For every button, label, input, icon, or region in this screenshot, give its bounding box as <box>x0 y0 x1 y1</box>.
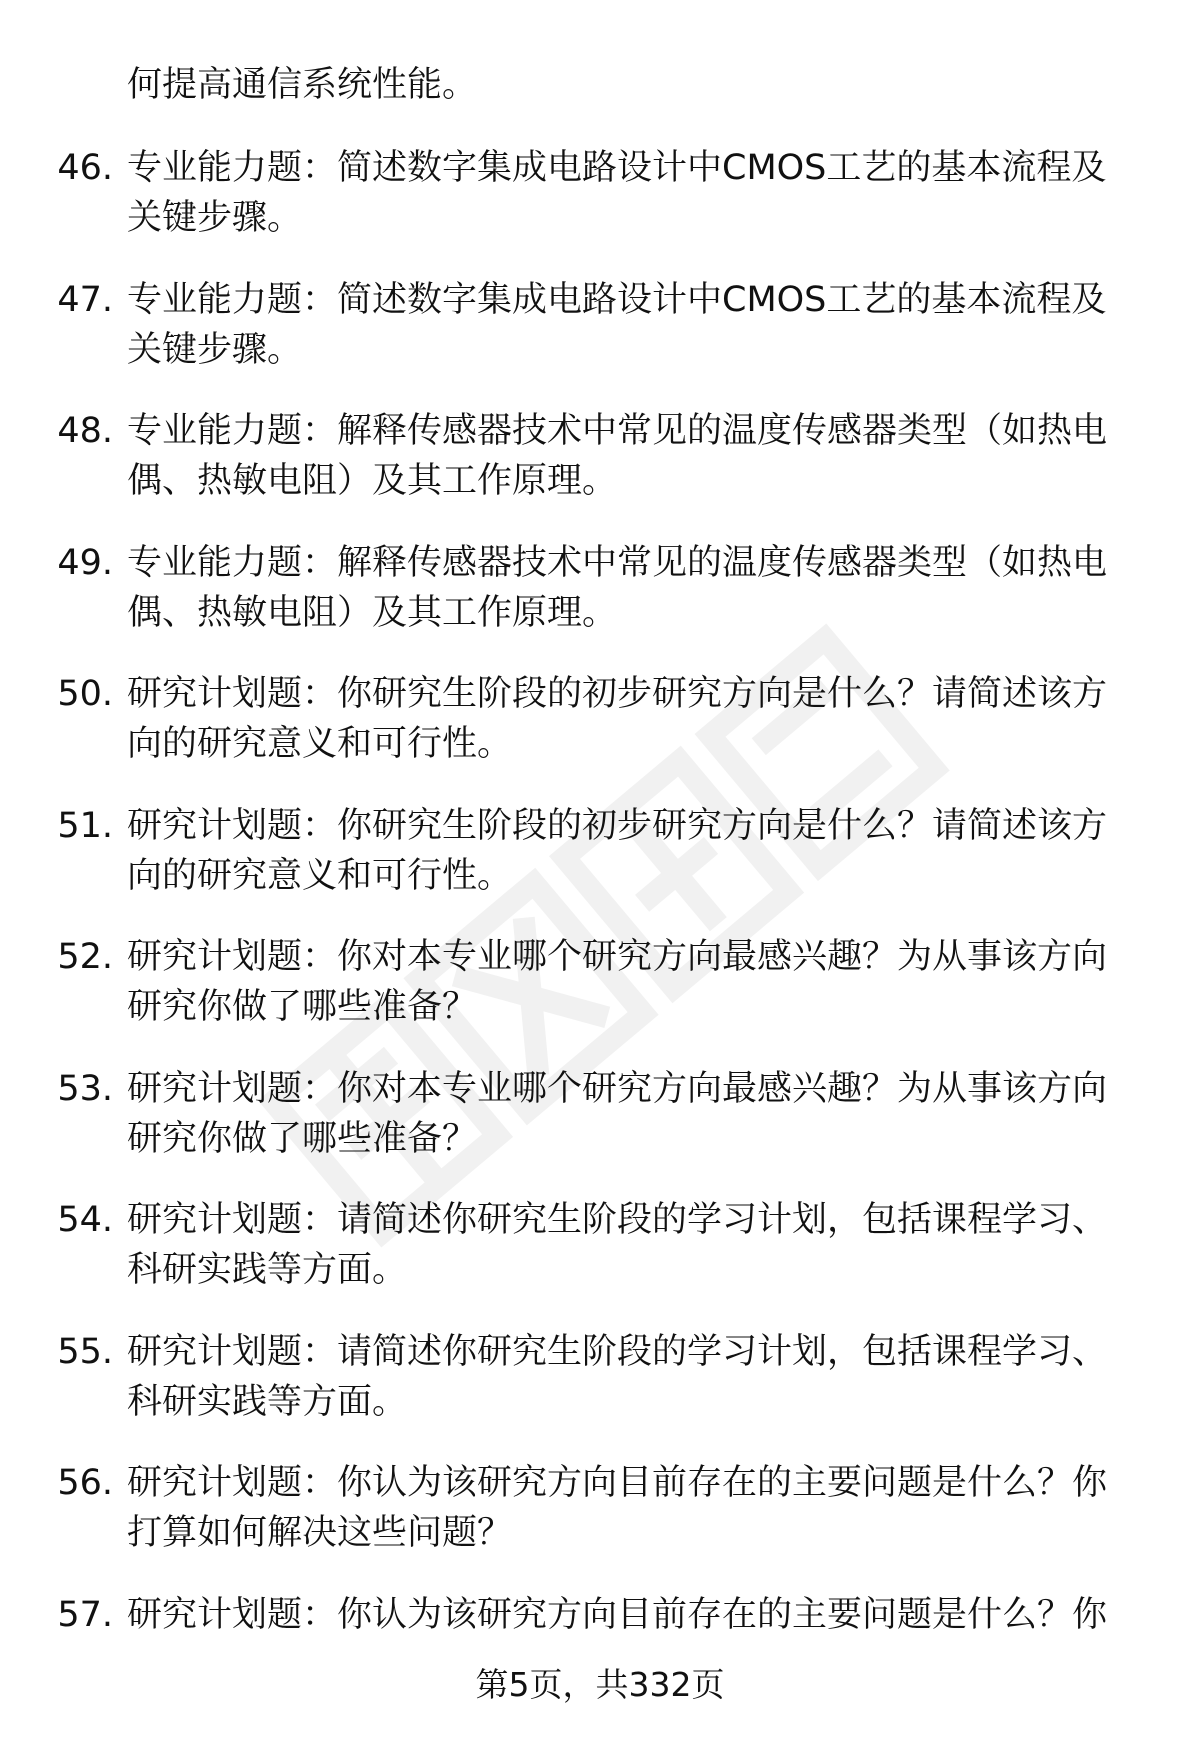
question-item <box>0 932 1200 1064</box>
question-text: 研究计划题：你认为该研究方向目前存在的主要问题是什么？你 <box>127 1594 1108 1635</box>
question-item <box>0 275 1200 407</box>
question-text: 研究计划题：你研究生阶段的初步研究方向是什么？请简述该方向的研究意义和可行性。 <box>127 674 1108 764</box>
question-number: 51. <box>57 805 113 846</box>
question-item <box>0 143 1200 275</box>
question-number: 47. <box>57 279 113 320</box>
page-footer: 第5页，共332页 <box>475 1665 725 1704</box>
question-list <box>0 143 1200 1721</box>
question-number: 50. <box>57 674 113 714</box>
question-item <box>0 538 1200 670</box>
question-item <box>0 1064 1200 1196</box>
question-text: 研究计划题：你对本专业哪个研究方向最感兴趣？为从事该方向研究你做了哪些准备？ <box>127 1068 1108 1159</box>
question-number: 54. <box>57 1200 113 1240</box>
question-item <box>0 801 1200 933</box>
question-text: 研究计划题：你对本专业哪个研究方向最感兴趣？为从事该方向研究你做了哪些准备？ <box>127 937 1108 1027</box>
question-number: 53. <box>57 1068 113 1109</box>
question-number: 56. <box>57 1463 113 1503</box>
question-item <box>0 1195 1200 1327</box>
question-item <box>0 1458 1200 1590</box>
question-text: 研究计划题：你认为该研究方向目前存在的主要问题是什么？你打算如何解决这些问题？ <box>127 1463 1108 1553</box>
question-number: 46. <box>57 148 113 188</box>
question-text: 专业能力题：解释传感器技术中常见的温度传感器类型（如热电偶、热敏电阻）及其工作原理。 <box>127 411 1108 501</box>
question-number: 49. <box>57 542 113 583</box>
question-number: 55. <box>57 1331 113 1372</box>
question-text: 专业能力题：解释传感器技术中常见的温度传感器类型（如热电偶、热敏电阻）及其工作原理。 <box>127 542 1108 633</box>
question-number: 57. <box>57 1594 113 1635</box>
question-text: 研究计划题：请简述你研究生阶段的学习计划，包括课程学习、科研实践等方面。 <box>127 1200 1108 1290</box>
question-item <box>0 1327 1200 1459</box>
continuation-text: 何提高通信系统性能。 <box>127 65 478 105</box>
question-text: 研究计划题：请简述你研究生阶段的学习计划，包括课程学习、科研实践等方面。 <box>127 1331 1108 1422</box>
question-item <box>0 406 1200 538</box>
question-text: 专业能力题：简述数字集成电路设计中CMOS工艺的基本流程及关键步骤。 <box>127 279 1107 370</box>
question-text: 研究计划题：你研究生阶段的初步研究方向是什么？请简述该方向的研究意义和可行性。 <box>127 805 1108 896</box>
question-number: 48. <box>57 411 113 451</box>
question-item <box>0 669 1200 801</box>
question-number: 52. <box>57 937 113 977</box>
question-text: 专业能力题：简述数字集成电路设计中CMOS工艺的基本流程及关键步骤。 <box>127 148 1107 238</box>
